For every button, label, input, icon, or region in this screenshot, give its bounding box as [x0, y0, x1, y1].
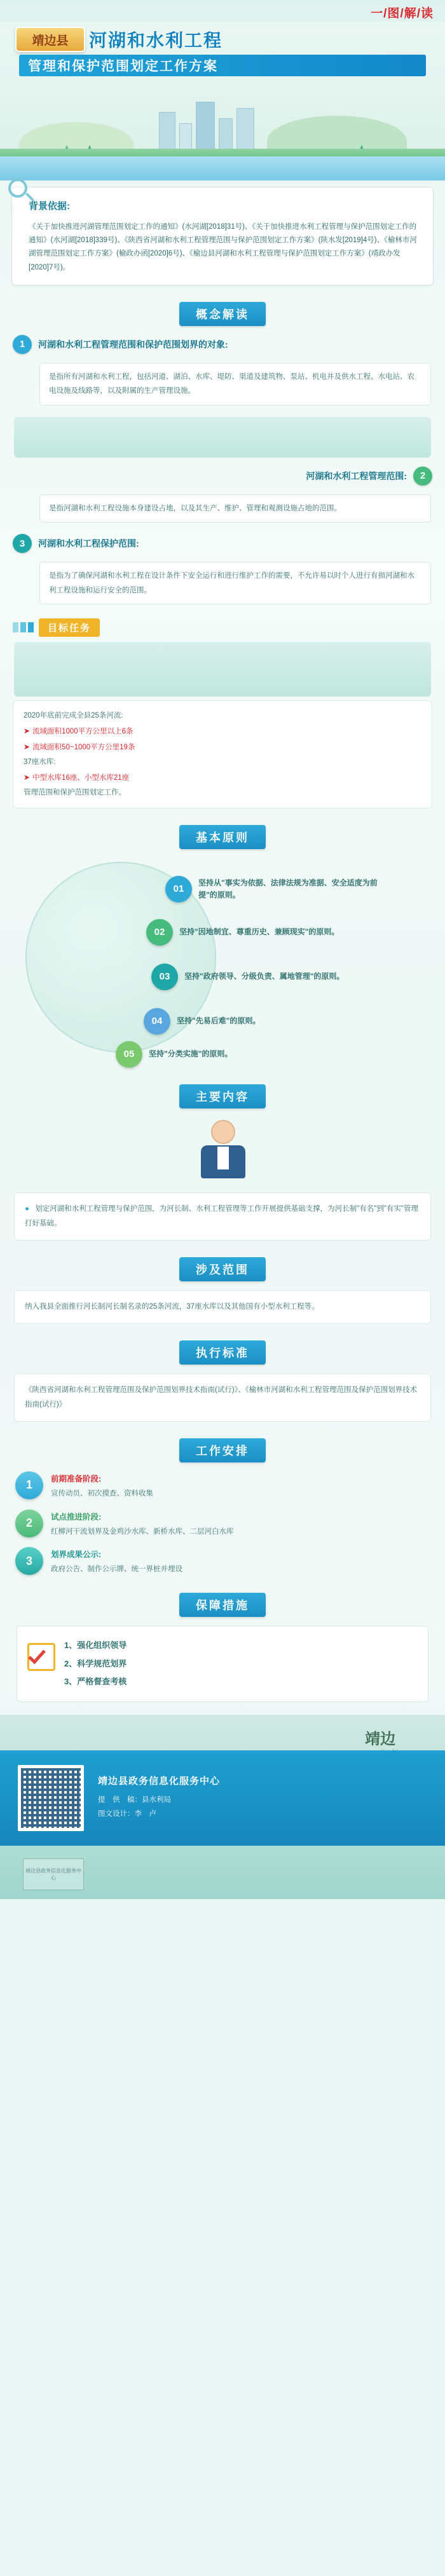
- target-line: 2020年底前完成全县25条河流:: [24, 711, 123, 719]
- standard-text: 《陕西省河湖和水利工程管理范围及保护范围划界技术指南(试行)》、《榆林市河湖和水利工程管理范围及保护范围划界技术指南(试行)》: [25, 1386, 418, 1408]
- guarantee-item: 2、科学规范划界: [64, 1658, 127, 1668]
- target-line: 流域面积1000平方公里以上6条: [32, 727, 134, 735]
- principle-text: 坚持"分类实施"的原则。: [149, 1049, 233, 1059]
- principle-text: 坚持从"事实为依据、法律法规为准据、安全适度为前提"的原则。: [198, 878, 378, 899]
- step-heading: 前期准备阶段:: [51, 1474, 102, 1483]
- section-title-text: 基本原则: [179, 825, 266, 849]
- step-text: 政府公告、制作公示牌、统一界桩并埋设: [51, 1565, 182, 1574]
- bars-icon: [13, 622, 34, 632]
- arrow-icon: ➤: [24, 772, 31, 782]
- footer-credit: 提 供 稿：县水利局: [98, 1796, 171, 1804]
- principle-text: 坚持"因地制宜、尊重历史、兼顾现实"的原则。: [179, 927, 339, 937]
- principle-item: [165, 876, 389, 903]
- arrangement-step: [15, 1471, 430, 1501]
- section-title-scope: [0, 1257, 445, 1281]
- footer-stamp: 靖边县政务信息化服务中心: [23, 1858, 84, 1890]
- section-title-guarantee: [0, 1593, 445, 1617]
- concept-number: 3: [13, 534, 32, 553]
- eyebrow-label: 一/图/解/读: [371, 7, 434, 20]
- principle-item: [146, 919, 339, 946]
- concept-body: 是指河湖和水利工程设施本身建设占地，以及其生产、维护、管理和观测设施占地的范围。: [39, 494, 431, 522]
- principle-number: 04: [144, 1008, 170, 1035]
- principle-number: 02: [146, 919, 173, 946]
- header: [0, 22, 445, 181]
- section-title-standard: [0, 1340, 445, 1365]
- bullet-icon: ●: [25, 1204, 29, 1213]
- arrangement-step: [15, 1547, 430, 1576]
- concept-row: [13, 335, 432, 354]
- principle-text: 坚持"政府领导、分级负责、属地管理"的原则。: [184, 972, 345, 981]
- step-number: 2: [15, 1509, 43, 1537]
- target-line: 管理范围和保护范围划定工作。: [24, 788, 126, 796]
- arrow-icon: ➤: [24, 726, 31, 735]
- person-illustration: [184, 1117, 261, 1187]
- step-text: 红柳河干流划界及金鸡沙水库、新桥水库、二层河白水库: [51, 1527, 234, 1536]
- arrow-icon: ➤: [24, 742, 31, 751]
- step-heading: 试点推进阶段:: [51, 1512, 102, 1522]
- principle-number: 03: [151, 964, 178, 990]
- principle-text: 坚持"先易后难"的原则。: [177, 1016, 261, 1026]
- concept-row: [13, 467, 432, 486]
- concept-heading: 河湖和水利工程保护范围:: [38, 538, 139, 549]
- background-heading: 背景依据:: [29, 201, 70, 212]
- header-illustration: [0, 83, 445, 181]
- target-line: 中型水库16座、小型水库21座: [32, 773, 130, 782]
- principle-number: 01: [165, 876, 192, 903]
- footer: [0, 1715, 445, 1899]
- principle-item: [144, 1008, 260, 1035]
- concept-number: 2: [413, 467, 432, 486]
- section-title-text: 工作安排: [179, 1438, 266, 1462]
- principle-item: [116, 1041, 232, 1068]
- scope-card: [14, 1290, 431, 1324]
- section-title-text: 涉及范围: [179, 1257, 266, 1281]
- top-strip: [0, 0, 445, 22]
- section-title-principles: [0, 825, 445, 849]
- scope-text: 纳入我县全面推行河长制河长制名录的25条河流，37座水库以及其他国有小型水利工程等。: [25, 1302, 319, 1311]
- person-shirt: [217, 1147, 229, 1169]
- target-chip: 目标任务: [39, 618, 100, 637]
- water-band: [0, 156, 445, 181]
- concept-number: 1: [13, 335, 32, 354]
- section-title-text: 主要内容: [179, 1084, 266, 1108]
- checkmark-icon: [27, 1643, 55, 1671]
- principle-number: 05: [116, 1041, 142, 1068]
- principles-diagram: [0, 858, 445, 1068]
- concept-body: 是指为了确保河湖和水利工程在设计条件下安全运行和进行维护工作的需要，不允许易以时个人进行有损河湖和水利工程设施和运行安全的范围。: [39, 562, 431, 604]
- main-content-text: 划定河湖和水利工程管理与保护范围，为河长制、水利工程管理等工作开展提供基础支撑，为河长制"有名"到"有实"管理打好基础。: [25, 1204, 418, 1227]
- magnifier-icon: [8, 179, 38, 208]
- person-head: [211, 1120, 235, 1144]
- qr-code[interactable]: [18, 1765, 84, 1831]
- step-text: 宣传动员、初次摸查、资料收集: [51, 1489, 153, 1497]
- footer-band: [0, 1750, 445, 1846]
- concept-illustration: [14, 417, 431, 458]
- target-illustration: [14, 642, 431, 697]
- section-title-concepts: [0, 302, 445, 326]
- footer-org: 靖边县政务信息化服务中心: [98, 1776, 221, 1787]
- target-line: 流域面积50~1000平方公里19条: [32, 743, 135, 751]
- step-number: 1: [15, 1471, 43, 1499]
- standard-card: [14, 1373, 431, 1422]
- step-number: 3: [15, 1547, 43, 1575]
- main-content-card: [14, 1192, 431, 1241]
- county-badge: 靖边县: [15, 27, 85, 52]
- section-title-text: 保障措施: [179, 1593, 266, 1617]
- guarantee-card: [17, 1626, 428, 1702]
- section-title-arrangement: [0, 1438, 445, 1462]
- section-title-main-content: [0, 1084, 445, 1108]
- page-subtitle: 管理和保护范围划定工作方案: [19, 55, 426, 76]
- concept-row: [13, 534, 432, 553]
- concept-heading: 河湖和水利工程管理范围和保护范围划界的对象:: [38, 339, 228, 350]
- principle-item: [151, 964, 344, 990]
- section-title-text: 概念解读: [179, 302, 266, 326]
- step-heading: 划界成果公示:: [51, 1550, 102, 1560]
- footer-credit: 图文设计：李 卢: [98, 1810, 156, 1818]
- target-card: [13, 700, 432, 808]
- page-title: 河湖和水利工程: [89, 31, 223, 50]
- guarantee-item: 3、严格督查考核: [64, 1677, 127, 1687]
- target-line: 37座水库:: [24, 758, 56, 766]
- target-title: [13, 618, 432, 637]
- guarantee-item: 1、强化组织领导: [64, 1640, 127, 1650]
- background-text: 《关于加快推进河湖管理范围划定工作的通知》(水河湖[2018]31号)、《关于加快推进水利工程管理与保护范围划定工作的通知》(水河湖[2018]339号)、《陕西省河湖和水利工程管理范围与保护范围划定工作方案》(陕水发[2019]4号)、《榆林市河湖管理范围划定工作方案》(榆政办函[2020]6号)、《榆边县河湖和水利工程管理与保护范围划定工作方案》(靖政办发[2020]7号)。: [29, 222, 417, 271]
- section-title-text: 执行标准: [179, 1340, 266, 1365]
- background-card: [11, 187, 434, 285]
- site-logo-text: 靖边: [365, 1730, 396, 1748]
- concept-heading: 河湖和水利工程管理范围:: [306, 470, 407, 481]
- arrangement-step: [15, 1509, 430, 1539]
- concept-body: 是指所有河湖和水利工程，包括河道、湖泊、水库、堤防、渠道及建筑物、泵站、机电井及供水工程、水电站、农电设施及线路等，以及附属的生产管理设施。: [39, 363, 431, 405]
